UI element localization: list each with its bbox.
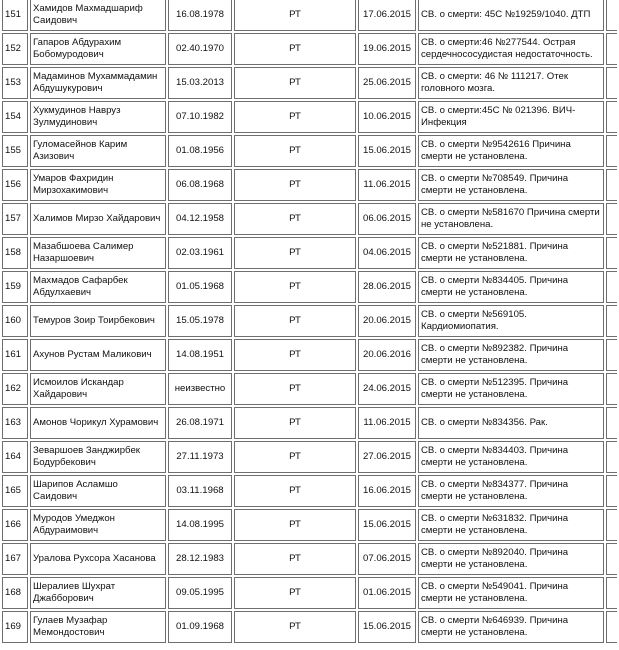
table-row: [2, 305, 617, 337]
table-row: [2, 475, 617, 507]
citizenship: РТ: [234, 237, 356, 269]
death-date: 20.06.2015: [358, 305, 416, 337]
citizenship: РТ: [234, 475, 356, 507]
record-number: 153: [2, 67, 28, 99]
table-row: [2, 373, 617, 405]
record-number: 154: [2, 101, 28, 133]
citizenship: РТ: [234, 339, 356, 371]
record-number: 167: [2, 543, 28, 575]
citizenship: РТ: [234, 169, 356, 201]
record-number: 163: [2, 407, 28, 439]
person-name: Мадаминов Мухаммадамин Абдушукурович: [30, 67, 166, 99]
death-cause: СВ. о смерти №834356. Рак.: [418, 407, 604, 439]
row-edge-cell: [606, 305, 617, 337]
person-name: Хамидов Махмадшариф Саидович: [30, 0, 166, 31]
citizenship: РТ: [234, 33, 356, 65]
death-date: 20.06.2016: [358, 339, 416, 371]
row-edge-cell: [606, 135, 617, 167]
citizenship: РТ: [234, 271, 356, 303]
record-number: 157: [2, 203, 28, 235]
table-row: [2, 271, 617, 303]
row-edge-cell: [606, 475, 617, 507]
row-edge-cell: [606, 339, 617, 371]
table-row: [2, 135, 617, 167]
death-date: 15.06.2015: [358, 135, 416, 167]
row-edge-cell: [606, 101, 617, 133]
person-name: Гапаров Абдурахим Бобомуродович: [30, 33, 166, 65]
record-number: 165: [2, 475, 28, 507]
birth-date: 15.03.2013: [168, 67, 232, 99]
row-edge-cell: [606, 67, 617, 99]
death-cause: СВ. о смерти №892040. Причина смерти не установлена.: [418, 543, 604, 575]
person-name: Ахунов Рустам Маликович: [30, 339, 166, 371]
record-number: 164: [2, 441, 28, 473]
record-number: 158: [2, 237, 28, 269]
death-cause: СВ. о смерти №708549. Причина смерти не установлена.: [418, 169, 604, 201]
citizenship: РТ: [234, 509, 356, 541]
death-date: 11.06.2015: [358, 169, 416, 201]
record-number: 156: [2, 169, 28, 201]
death-date: 11.06.2015: [358, 407, 416, 439]
death-cause: СВ. о смерти:45С № 021396. ВИЧ-Инфекция: [418, 101, 604, 133]
birth-date: 07.10.1982: [168, 101, 232, 133]
death-cause: СВ. о смерти №646939. Причина смерти не установлена.: [418, 611, 604, 643]
table-row: [2, 441, 617, 473]
death-cause: СВ. о смерти №834377. Причина смерти не установлена.: [418, 475, 604, 507]
birth-date: 01.05.1968: [168, 271, 232, 303]
citizenship: РТ: [234, 441, 356, 473]
birth-date: 14.08.1951: [168, 339, 232, 371]
person-name: Шералиев Шухрат Джабборович: [30, 577, 166, 609]
table-row: [2, 203, 617, 235]
death-cause: СВ. о смерти: 46 № 111217. Отек головного мозга.: [418, 67, 604, 99]
birth-date: 26.08.1971: [168, 407, 232, 439]
record-number: 159: [2, 271, 28, 303]
table-row: [2, 237, 617, 269]
row-edge-cell: [606, 271, 617, 303]
citizenship: РТ: [234, 577, 356, 609]
table-row: [2, 0, 617, 31]
person-name: Гулаев Музафар Мемондостович: [30, 611, 166, 643]
person-name: Мазабшоева Салимер Назаршоевич: [30, 237, 166, 269]
citizenship: РТ: [234, 373, 356, 405]
death-date: 06.06.2015: [358, 203, 416, 235]
citizenship: РТ: [234, 305, 356, 337]
death-date: 16.06.2015: [358, 475, 416, 507]
person-name: Исмоилов Искандар Хайдарович: [30, 373, 166, 405]
birth-date: 28.12.1983: [168, 543, 232, 575]
record-number: 160: [2, 305, 28, 337]
death-cause: СВ. о смерти №549041. Причина смерти не установлена.: [418, 577, 604, 609]
person-name: Халимов Мирзо Хайдарович: [30, 203, 166, 235]
table-row: [2, 169, 617, 201]
row-edge-cell: [606, 509, 617, 541]
person-name: Шарипов Асламшо Саидович: [30, 475, 166, 507]
record-number: 155: [2, 135, 28, 167]
row-edge-cell: [606, 577, 617, 609]
birth-date: 06.08.1968: [168, 169, 232, 201]
table-row: [2, 407, 617, 439]
table-row: [2, 611, 617, 643]
death-cause: СВ. о смерти №834403. Причина смерти не установлена.: [418, 441, 604, 473]
record-number: 152: [2, 33, 28, 65]
death-date: 17.06.2015: [358, 0, 416, 31]
birth-date: 01.09.1968: [168, 611, 232, 643]
table-row: [2, 33, 617, 65]
table-row: [2, 101, 617, 133]
death-date: 27.06.2015: [358, 441, 416, 473]
death-cause: СВ. о смерти:46 №277544. Острая сердечнососудистая недостаточность.: [418, 33, 604, 65]
person-name: Махмадов Сафарбек Абдулхаевич: [30, 271, 166, 303]
birth-date: 02.40.1970: [168, 33, 232, 65]
birth-date: 01.08.1956: [168, 135, 232, 167]
death-cause: СВ. о смерти №834405. Причина смерти не установлена.: [418, 271, 604, 303]
citizenship: РТ: [234, 67, 356, 99]
row-edge-cell: [606, 169, 617, 201]
row-edge-cell: [606, 441, 617, 473]
death-date: 24.06.2015: [358, 373, 416, 405]
birth-date: 27.11.1973: [168, 441, 232, 473]
record-number: 166: [2, 509, 28, 541]
row-edge-cell: [606, 33, 617, 65]
death-date: 28.06.2015: [358, 271, 416, 303]
birth-date: 15.05.1978: [168, 305, 232, 337]
death-date: 10.06.2015: [358, 101, 416, 133]
death-cause: СВ. о смерти №512395. Причина смерти не установлена.: [418, 373, 604, 405]
record-number: 168: [2, 577, 28, 609]
citizenship: РТ: [234, 203, 356, 235]
death-cause: СВ. о смерти №521881. Причина смерти не установлена.: [418, 237, 604, 269]
record-number: 161: [2, 339, 28, 371]
birth-date: 02.03.1961: [168, 237, 232, 269]
citizenship: РТ: [234, 407, 356, 439]
death-cause: СВ. о смерти №569105. Кардиомиопатия.: [418, 305, 604, 337]
citizenship: РТ: [234, 611, 356, 643]
birth-date: 09.05.1995: [168, 577, 232, 609]
person-name: Муродов Умеджон Абдураимович: [30, 509, 166, 541]
records-body: [2, 0, 617, 643]
death-date: 15.06.2015: [358, 509, 416, 541]
death-date: 01.06.2015: [358, 577, 416, 609]
row-edge-cell: [606, 237, 617, 269]
person-name: Зеваршоев Занджирбек Бодурбекович: [30, 441, 166, 473]
row-edge-cell: [606, 407, 617, 439]
row-edge-cell: [606, 543, 617, 575]
birth-date: неизвестно: [168, 373, 232, 405]
birth-date: 03.11.1968: [168, 475, 232, 507]
row-edge-cell: [606, 373, 617, 405]
table-row: [2, 577, 617, 609]
person-name: Умаров Фахридин Мирзохакимович: [30, 169, 166, 201]
birth-date: 16.08.1978: [168, 0, 232, 31]
person-name: Хукмудинов Навруз Зулмудинович: [30, 101, 166, 133]
death-cause: СВ. о смерти №892382. Причина смерти не установлена.: [418, 339, 604, 371]
death-date: 25.06.2015: [358, 67, 416, 99]
death-cause: СВ. о смерти: 45С №19259/1040. ДТП: [418, 0, 604, 31]
table-row: [2, 339, 617, 371]
table-row: [2, 67, 617, 99]
citizenship: РТ: [234, 135, 356, 167]
person-name: Уралова Рухсора Хасановa: [30, 543, 166, 575]
citizenship: РТ: [234, 0, 356, 31]
table-row: [2, 509, 617, 541]
person-name: Темуров Зоир Тоирбекович: [30, 305, 166, 337]
record-number: 162: [2, 373, 28, 405]
row-edge-cell: [606, 203, 617, 235]
record-number: 151: [2, 0, 28, 31]
table-row: [2, 543, 617, 575]
record-number: 169: [2, 611, 28, 643]
death-date: 04.06.2015: [358, 237, 416, 269]
person-name: Гуломасейнов Карим Азизович: [30, 135, 166, 167]
row-edge-cell: [606, 611, 617, 643]
citizenship: РТ: [234, 101, 356, 133]
row-edge-cell: [606, 0, 617, 31]
death-cause: СВ. о смерти №631832. Причина смерти не установлена.: [418, 509, 604, 541]
person-name: Амонов Чорикул Хурамович: [30, 407, 166, 439]
birth-date: 04.12.1958: [168, 203, 232, 235]
death-date: 07.06.2015: [358, 543, 416, 575]
death-cause: СВ. о смерти №9542616 Причина смерти не установлена.: [418, 135, 604, 167]
death-date: 19.06.2015: [358, 33, 416, 65]
birth-date: 14.08.1995: [168, 509, 232, 541]
citizenship: РТ: [234, 543, 356, 575]
death-date: 15.06.2015: [358, 611, 416, 643]
death-cause: СВ. о смерти №581670 Причина смерти не установлена.: [418, 203, 604, 235]
